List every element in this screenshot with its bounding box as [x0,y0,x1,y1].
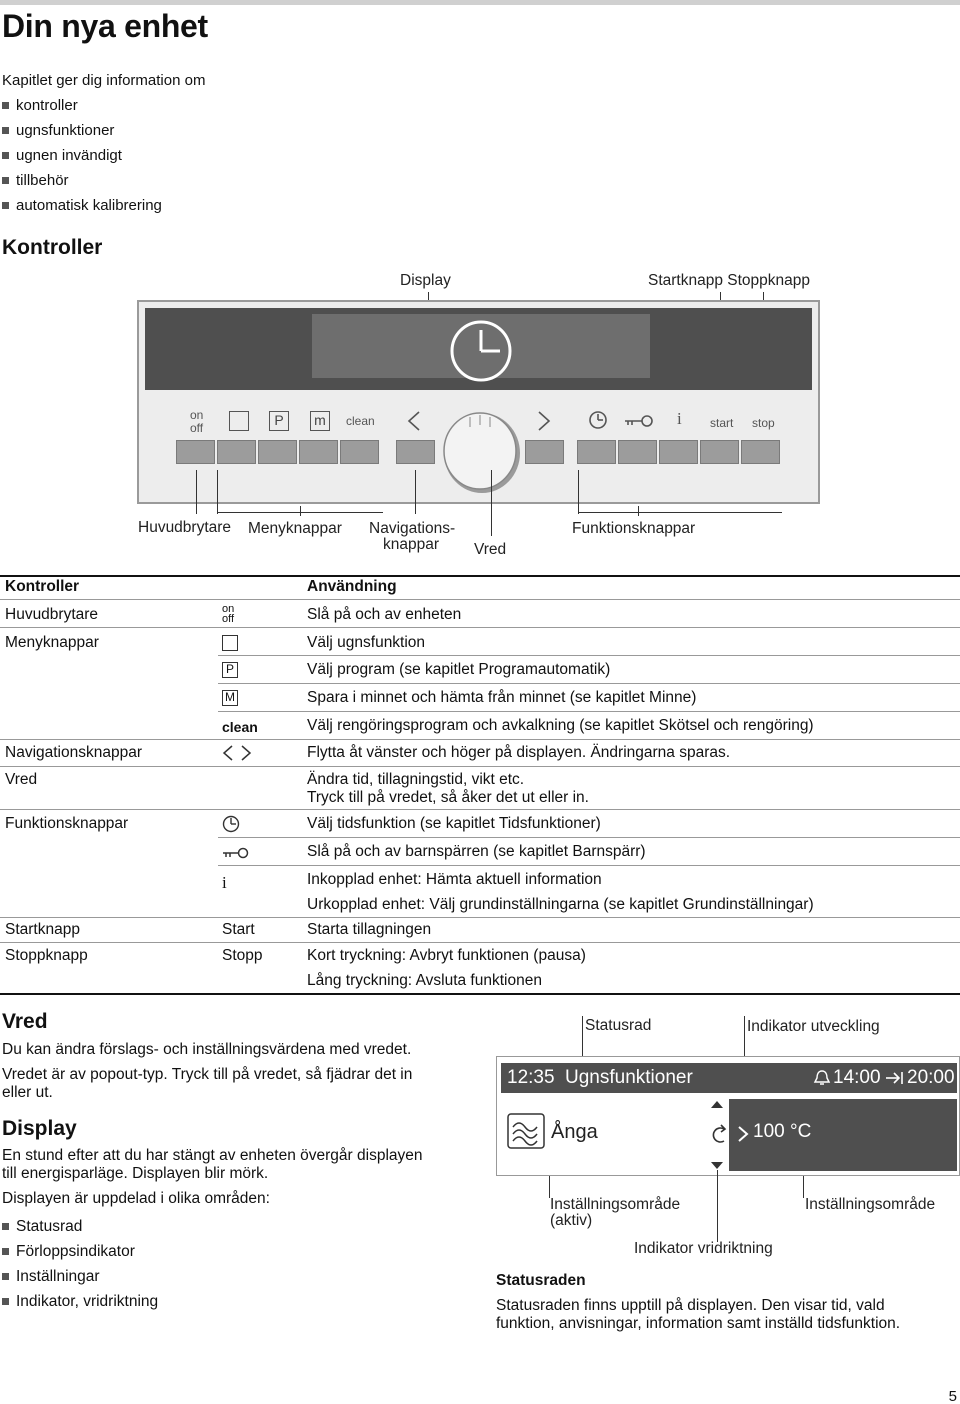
display-setting-area-active [501,1099,701,1171]
callout-setting-area-active-2: (aktiv) [550,1212,593,1229]
page-title: Din nya enhet [2,8,208,44]
panel-button-function [577,440,616,464]
table-rule [0,739,960,740]
key-icon [624,414,654,428]
intro-item: automatisk kalibrering [2,193,205,218]
display-list [2,1214,158,1314]
oven-function-icon [222,635,238,651]
section-heading-kontroller: Kontroller [2,236,103,259]
panel-button-nav [525,440,564,464]
table-rule [218,655,960,656]
timer-icon [222,815,240,833]
panel-label-on: on [190,408,204,422]
leader-line [217,470,218,514]
table-rule-bottom [0,993,960,995]
display-left-label: Ånga [551,1121,598,1143]
vred-paragraph-1: Du kan ändra förslags- och inställningsvärdena med vredet. [2,1041,412,1058]
leader-line [549,1176,550,1198]
leader-line [638,506,639,516]
timer-icon [588,410,608,430]
bracket-line [217,512,383,513]
bullet-icon [2,177,9,184]
statusraden-text-1: Statusraden finns upptill på displayen. Den visar tid, vald [496,1297,885,1314]
leader-line [803,1176,804,1198]
leader-line [300,506,301,516]
bullet-icon [2,102,9,109]
info-icon: i [677,409,682,428]
panel-button-function [700,440,739,464]
table-rule [0,627,960,628]
table-rule [0,942,960,943]
list-item: Statusrad [2,1214,158,1239]
intro-block [2,68,205,218]
vred-paragraph-2b: eller ut. [2,1084,53,1101]
display-time: 12:35 [507,1067,555,1088]
panel-button-menu [340,440,379,464]
display-paragraph-1a: En stund efter att du har stängt av enheten övergår displayen [2,1147,423,1164]
leader-line [578,470,579,514]
section-heading-vred: Vred [2,1010,48,1033]
section-heading-display: Display [2,1117,77,1140]
bullet-icon [2,1248,9,1255]
oven-function-icon [229,411,249,431]
list-item: Inställningar [2,1264,158,1289]
callout-statusrad: Statusrad [585,1017,652,1034]
display-paragraph-1b: till energisparläge. Displayen blir mörk. [2,1165,269,1182]
intro-item: tillbehör [2,168,205,193]
page-number: 5 [948,1388,957,1404]
display-mode: Ugnsfunktioner [565,1067,693,1088]
panel-label-start: start [710,416,734,430]
table-rule [0,917,960,918]
callout-navigation-2: knappar [383,536,440,553]
memory-icon: M [222,690,238,706]
display-paragraph-2: Displayen är uppdelad i olika områden: [2,1190,270,1207]
intro-text: Kapitlet ger dig information om [2,72,206,89]
end-time-icon [885,1070,905,1086]
panel-button-onoff [176,440,215,464]
callout-rotation-indicator: Indikator vridriktning [634,1240,773,1257]
memory-icon: m [310,411,330,431]
callout-funktionsknappar: Funktionsknappar [572,520,696,537]
display-alarm-time: 14:00 [833,1067,881,1088]
chevron-right-icon [737,1125,749,1143]
panel-label-clean: clean [346,414,375,428]
leader-line [717,1170,718,1242]
panel-button-function [659,440,698,464]
knob-illustration [440,405,524,495]
clock-icon [448,318,514,384]
display-setting-area [729,1099,957,1171]
chevron-left-icon [406,410,422,432]
intro-item: ugnen invändigt [2,143,205,168]
panel-button-menu [258,440,297,464]
table-rule [218,711,960,712]
bullet-icon [2,152,9,159]
callout-huvudbrytare: Huvudbrytare [138,519,232,536]
top-rule [0,0,960,5]
list-item: Indikator, vridriktning [2,1289,158,1314]
program-icon: P [222,662,238,678]
panel-button-menu [217,440,256,464]
table-rule [218,837,960,838]
bullet-icon [2,127,9,134]
bell-icon [813,1069,831,1087]
panel-button-function [741,440,780,464]
table-rule [0,599,960,600]
info-icon: i [222,873,227,892]
table-rule [0,766,960,767]
callout-setting-area: Inställningsområde [805,1196,936,1213]
statusraden-heading: Statusraden [496,1272,586,1289]
chevron-right-icon [536,410,552,432]
table-rule [218,683,960,684]
display-illustration [496,1056,960,1176]
callout-vred: Vred [474,541,507,558]
display-status-bar [501,1063,957,1093]
table-rule [218,865,960,866]
leader-line [415,470,416,514]
callout-menyknappar: Menyknappar [248,520,342,537]
panel-label-stop: stop [752,416,775,430]
display-temperature: 100 °C [753,1121,812,1142]
bracket-line [578,512,782,513]
onoff-symbol: on off [222,603,235,625]
panel-button-function [618,440,657,464]
table-rule-top [0,575,960,577]
callout-indikator-utveckling: Indikator utveckling [747,1018,880,1035]
display-end-time: 20:00 [907,1067,955,1088]
table-rule [0,809,960,810]
rotation-indicator-icon [705,1099,729,1171]
leader-line [196,470,197,514]
vred-paragraph-2a: Vredet är av popout-typ. Tryck till på vredet, så fjädrar det in [2,1066,413,1083]
bullet-icon [2,202,9,209]
nav-arrows-icon [222,744,254,762]
intro-item: kontroller [2,93,205,118]
list-item: Förloppsindikator [2,1239,158,1264]
leader-line [491,470,492,536]
bullet-icon [2,1223,9,1230]
bullet-icon [2,1273,9,1280]
callout-navigation-1: Navigations- [369,520,456,537]
bullet-icon [2,1298,9,1305]
steam-icon [507,1113,545,1149]
callout-start-stop: Startknapp Stoppknapp [648,272,811,289]
key-icon [222,846,250,860]
clean-symbol: clean [222,719,258,735]
callout-display: Display [400,272,451,289]
panel-label-off: off [190,421,204,435]
intro-item: ugnsfunktioner [2,118,205,143]
panel-button-menu [299,440,338,464]
program-icon: P [269,411,289,431]
statusraden-text-2: funktion, anvisningar, information samt inställd tidsfunktion. [496,1315,901,1332]
callout-setting-area-active-1: Inställningsområde [550,1196,681,1213]
panel-button-nav [396,440,435,464]
